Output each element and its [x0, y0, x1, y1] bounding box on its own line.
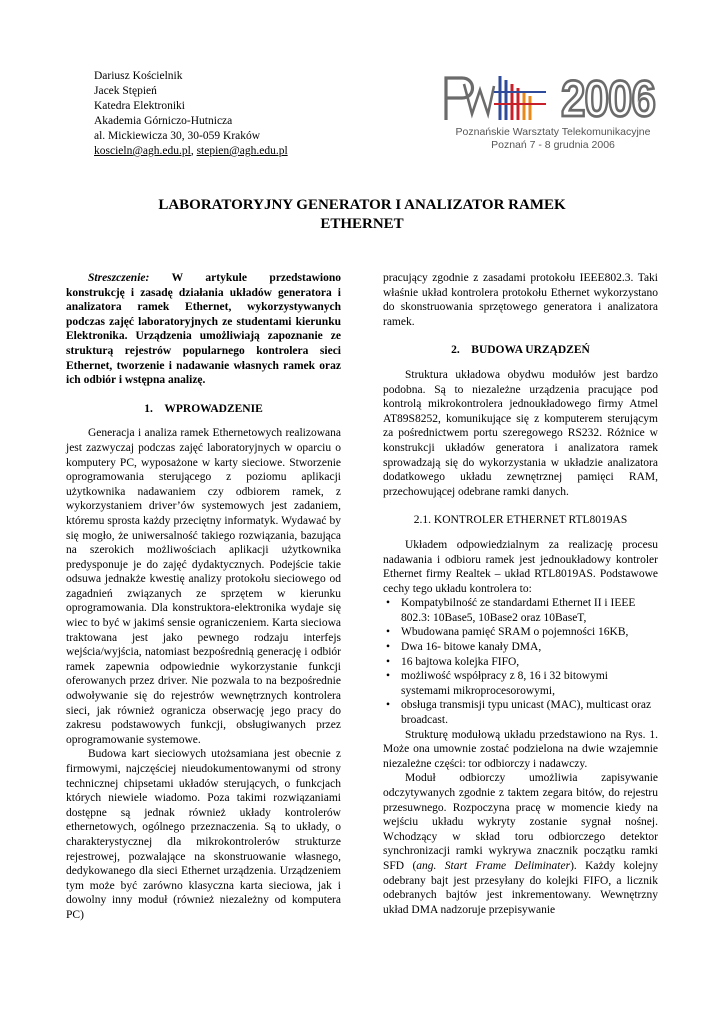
paragraph: pracujący zgodnie z zasadami protokołu IEEE802.3. Taki właśnie układ kontrolera protokołu Ethernet wykorzystano do skonstruowania sprzętowego generatora i analizatora ramek.	[383, 272, 658, 328]
abstract-lead: Streszczenie:	[88, 272, 150, 284]
abstract-text: W artykule przedstawiono konstrukcję i zasadę działania układów generatora i analizatora ramek Ethernet, wykorzystywanych podczas zajęć laboratoryjnych ze studentami kierunku Elektronika. Urządzenia umożliwiają zapoznanie ze strukturą rejestrów popularnego kontrolera sieci Ethernet, tworzenie i nadawanie własnych ramek oraz ich odbiór i wstępna analizę.	[66, 272, 341, 387]
department: Katedra Elektroniki	[94, 100, 186, 112]
list-item: • Dwa 16- bitowe kanały DMA,	[383, 640, 658, 655]
author-block	[94, 69, 288, 159]
conference-date: Poznań 7 - 8 grudnia 2006	[491, 139, 615, 151]
email-separator: ,	[190, 145, 197, 157]
paragraph: Generacja i analiza ramek Ethernetowych realizowana jest zazwyczaj podczas zajęć laboratoryjnych w oparciu o komputery PC, wyposażone w karty sieciowe. Stworzenie oprogramowania sterującego z poziomu aplikacji użytkownika nadawaniem czy odbiorem ramek, z wykorzystaniem driver’ów systemowych jest zadaniem, któremu sprosta każdy przeciętny informatyk. Wydawać by się mogło, że uniwersalność takiego rozwiązania, bazująca na szerokich możliwościach aplikacji użytkownika predysponuje je do zajęć dydaktycznych. Podejście takie odsuwa jednakże kwestię analizy protokołu sieciowego od zagadnień związanych ze sprzętem w kierunku oprogramowania. Dla konstruktora-elektronika wydaje się wiec to być w jakimś sensie ograniczeniem. Karta sieciowa traktowana jest jako pewnego rodzaju interfejs wejścia/wyjścia, natomiast bezpośrednią generację i odbiór ramek zapewnia odpowiednie wykorzystanie funkcji oferowanych przez driver. Nie pozwala to na bezpośrednie odwoływanie się do rejestrów wewnętrznych kontrolera sieci, jak również ogranicza obserwację jego pracy do zakresu podstawowych funkcji, obsługiwanych przez oprogramowanie systemowe.	[66, 427, 341, 746]
paragraph: Struktura układowa obydwu modułów jest bardzo podobna. Są to niezależne urządzenia pracujące pod kontrolą mikrokontrolera jednoukładowego firmy Atmel AT89S8252, komunikujące się z komputerem sterującym za pośrednictwem portu szeregowego RS232. Różnice w konstrukcji układów generatora i analizatora ramek sprowadzają się do wykorzystania w układzie analizatora dodatkowego układu zewnętrznej pamięci RAM, przechowującej odebrane ramki danych.	[383, 368, 658, 498]
paragraph-text: ). Każdy kolejny odebrany bajt jest przesyłany do kolejki FIFO, a licznik odebranych bajtów jest inkrementowany. Wewnętrzny układ DMA nadzoruje przepisywanie	[383, 859, 658, 916]
subsection-heading-controller: 2.1. KONTROLER ETHERNET RTL8019AS	[413, 514, 628, 527]
title-line: ETHERNET	[320, 216, 404, 232]
list-item: • możliwość współpracy z 8, 16 i 32 bitowymi systemami mikroprocesorowymi,	[383, 669, 658, 698]
left-column	[66, 271, 341, 923]
paragraph: Układem odpowiedzialnym za realizację procesu nadawania i odbioru ramek jest jednoukładowy kontroler Ethernet firmy Realtek – układ RTL8019AS. Podstawowe cechy tego układu kontrolera to:	[383, 538, 658, 595]
paragraph: Strukturę modułową układu przedstawiono na Rys. 1. Może ona umownie zostać podzielona na dwie wzajemnie niezależne części: tor odbiorczy i nadawczy.	[383, 728, 658, 770]
university: Akademia Górniczo-Hutnicza	[94, 115, 233, 127]
right-column	[383, 271, 658, 917]
paper-title	[60, 196, 664, 234]
author-name: Dariusz Kościelnik	[94, 70, 183, 82]
feature-list	[383, 596, 658, 727]
logo-letter-w	[464, 84, 494, 114]
emails	[94, 144, 288, 159]
email-link-koscieln[interactable]: koscieln@agh.edu.pl	[94, 145, 191, 157]
conference-name	[438, 126, 668, 152]
list-item: • Wbudowana pamięć SRAM o pojemności 16KB,	[383, 625, 658, 640]
address: al. Mickiewicza 30, 30-059 Kraków	[94, 130, 261, 142]
section-heading-device-design: 2. BUDOWA URZĄDZEŃ	[451, 344, 590, 357]
list-item: • 16 bajtowa kolejka FIFO,	[383, 655, 658, 670]
term-italic: ang. Start Frame Deliminater	[416, 859, 571, 872]
list-item: • Kompatybilność ze standardami Ethernet II i IEEE 802.3: 10Base5, 10Base2 oraz 10BaseT,	[383, 596, 658, 625]
abstract	[66, 271, 341, 388]
paragraph	[383, 771, 658, 917]
email-link-stepien[interactable]: stepien@agh.edu.pl	[196, 145, 288, 157]
paragraph: Budowa kart sieciowych utożsamiana jest obecnie z firmowymi, najczęściej nieudokumentowanymi od strony technicznej chipsetami układów sterujących, o funkcjach których niewiele wiadomo. Poza takimi rozwiązaniami dostępne są jednak również układy kontrolerów ethernetowych, ogólnego przeznaczenia. Są to układy, o charakterystycznej dla mikrokontrolerów strukturze rejestrowej, pozwalające na skonstruowanie własnego, dedykowanego dla sieci Ethernet urządzenia. Urządzeniem tym może być zarówno klasyczna karta sieciowa, jak i dowolny inny moduł (również niezależny od komputera PC)	[66, 748, 341, 921]
section-heading-introduction: 1. WPROWADZENIE	[144, 402, 263, 415]
conference-title: Poznańskie Warsztaty Telekomunikacyjne	[455, 126, 651, 138]
paragraph-text: Moduł odbiorczy umożliwia zapisywanie odczytywanych zgodnie z taktem zegara bitów, do rejestru przesuwnego. Rozpoczyna pracę w momencie kiedy na wejściu układu wykryty zostanie sygnał nośnej. Wchodzący w skład toru odbiorczego detektor synchronizacji ramki wykrywa znacznik początku ramki SFD (	[383, 772, 658, 872]
list-item: • obsługa transmisji typu unicast (MAC), multicast oraz broadcast.	[383, 698, 658, 727]
author-name: Jacek Stępień	[94, 85, 157, 97]
logo-year: 2006	[561, 71, 655, 128]
title-line: LABORATORYJNY GENERATOR I ANALIZATOR RAMEK	[158, 197, 566, 213]
